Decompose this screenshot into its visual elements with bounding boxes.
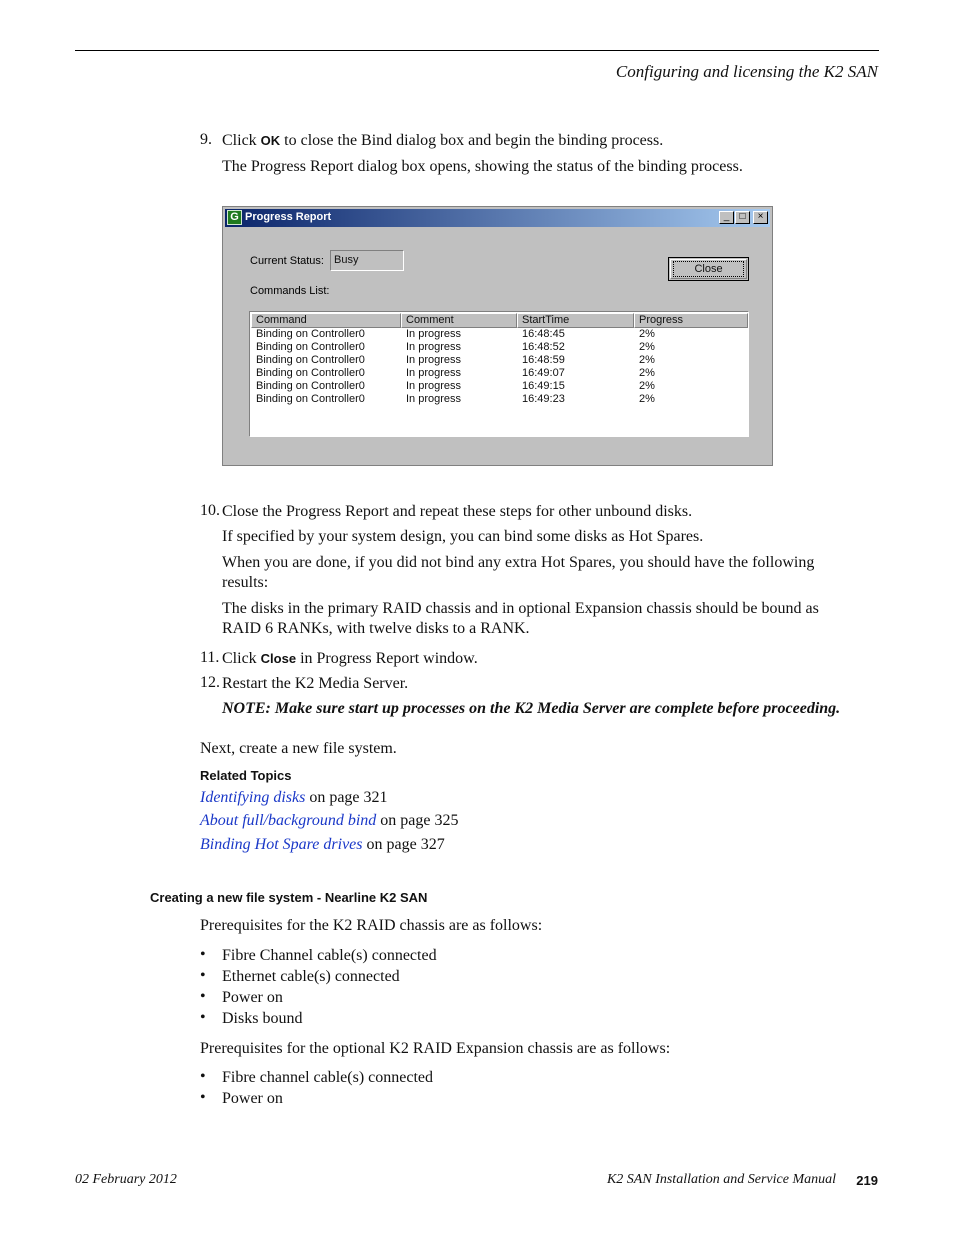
step-10-text: Close the Progress Report and repeat these steps for other unbound disks. [222, 503, 693, 520]
cell-comment: In progress [406, 380, 462, 392]
page-ref: on page 321 [305, 789, 388, 806]
bullet-item: Disks bound [222, 1010, 303, 1027]
related-link-row [200, 835, 445, 855]
bullet-glyph: • [200, 1089, 206, 1106]
footer-manual-title: K2 SAN Installation and Service Manual [606, 1172, 836, 1187]
cell-starttime: 16:49:15 [522, 380, 565, 392]
step-9-text [222, 131, 663, 151]
related-link-row [200, 788, 388, 808]
step-9-subtext: The Progress Report dialog box opens, showing the status of the binding process. [222, 158, 743, 175]
cell-command: Binding on Controller0 [256, 393, 365, 405]
cell-starttime: 16:48:45 [522, 328, 565, 340]
bullet-item: Power on [222, 989, 283, 1006]
minimize-icon[interactable]: _ [719, 211, 734, 224]
bullet-item: Fibre channel cable(s) connected [222, 1069, 434, 1086]
status-field: Busy [330, 250, 404, 271]
cell-command: Binding on Controller0 [256, 341, 365, 353]
cell-progress: 2% [639, 380, 655, 392]
results-paragraph-line2: results: [222, 574, 269, 591]
raid-paragraph-line1: The disks in the primary RAID chassis and in optional Expansion chassis should be bound as [222, 600, 819, 617]
bullet-glyph: • [200, 1009, 206, 1026]
cell-progress: 2% [639, 341, 655, 353]
cell-progress: 2% [639, 354, 655, 366]
bullet-glyph: • [200, 1068, 206, 1085]
cell-progress: 2% [639, 328, 655, 340]
bullet-glyph: • [200, 988, 206, 1005]
step-12-text: Restart the K2 Media Server. [222, 675, 409, 692]
list-header [251, 313, 747, 328]
hot-spares-paragraph: If specified by your system design, you can bind some disks as Hot Spares. [222, 528, 704, 545]
close-button-label: Close [673, 261, 744, 277]
cell-progress: 2% [639, 393, 655, 405]
header-rule [75, 50, 879, 51]
results-paragraph-line1: When you are done, if you did not bind any extra Hot Spares, you should have the following [222, 554, 815, 571]
dialog-titlebar [225, 209, 770, 227]
cell-comment: In progress [406, 393, 462, 405]
note: NOTE: Make sure start up processes on the K2 Media Server are complete before proceeding. [222, 700, 841, 717]
column-header-starttime[interactable]: StartTime [517, 313, 634, 328]
cell-command: Binding on Controller0 [256, 367, 365, 379]
step-text: Click [222, 650, 261, 667]
column-header-command[interactable]: Command [251, 313, 401, 328]
related-topics-heading: Related Topics [200, 768, 292, 783]
step-text: in Progress Report window. [296, 650, 478, 667]
close-term: Close [260, 651, 297, 666]
section-intro-1: Prerequisites for the K2 RAID chassis are as follows: [200, 917, 543, 934]
bullet-item: Fibre Channel cable(s) connected [222, 947, 437, 964]
close-icon[interactable]: × [753, 211, 768, 224]
section-heading: Creating a new file system - Nearline K2 SAN [150, 890, 428, 905]
link-identifying-disks[interactable]: Identifying disks [200, 789, 306, 806]
progress-report-dialog [222, 206, 773, 466]
maximize-icon[interactable]: □ [735, 211, 750, 224]
step-text: Click [222, 132, 261, 149]
bullet-glyph: • [200, 946, 206, 963]
page-number: 219 [856, 1173, 878, 1188]
cell-comment: In progress [406, 341, 462, 353]
bullet-glyph: • [200, 967, 206, 984]
commands-list[interactable] [249, 311, 749, 437]
cell-starttime: 16:49:23 [522, 393, 565, 405]
step-text: to close the Bind dialog box and begin the binding process. [280, 132, 664, 149]
cell-command: Binding on Controller0 [256, 328, 365, 340]
step-number: 12. [200, 674, 220, 691]
current-status-label: Current Status: [250, 255, 324, 267]
cell-starttime: 16:49:07 [522, 367, 565, 379]
dialog-title: Progress Report [245, 211, 332, 223]
commands-list-label: Commands List: [250, 285, 330, 297]
page-ref: on page 325 [376, 812, 459, 829]
footer-date: 02 February 2012 [75, 1172, 177, 1187]
section-intro-2: Prerequisites for the optional K2 RAID Expansion chassis are as follows: [200, 1040, 671, 1057]
cell-command: Binding on Controller0 [256, 380, 365, 392]
close-button[interactable] [668, 257, 749, 281]
raid-paragraph-line2: RAID 6 RANKs, with twelve disks to a RANK. [222, 620, 530, 637]
column-header-progress[interactable]: Progress [634, 313, 748, 328]
cell-starttime: 16:48:52 [522, 341, 565, 353]
app-logo-icon: G [227, 210, 242, 225]
step-number: 9. [200, 131, 212, 148]
step-number: 11. [200, 649, 220, 666]
cell-comment: In progress [406, 367, 462, 379]
cell-comment: In progress [406, 354, 462, 366]
related-link-row [200, 811, 458, 831]
page-ref: on page 327 [362, 836, 445, 853]
cell-command: Binding on Controller0 [256, 354, 365, 366]
link-full-background-bind[interactable]: About full/background bind [200, 812, 377, 829]
ok-term: OK [260, 133, 281, 148]
link-hot-spare-drives[interactable]: Binding Hot Spare drives [200, 836, 363, 853]
column-header-comment[interactable]: Comment [401, 313, 517, 328]
bullet-item: Ethernet cable(s) connected [222, 968, 400, 985]
step-number: 10. [200, 502, 220, 519]
cell-progress: 2% [639, 367, 655, 379]
running-header: Configuring and licensing the K2 SAN [615, 62, 878, 81]
cell-comment: In progress [406, 328, 462, 340]
next-paragraph: Next, create a new file system. [200, 740, 397, 757]
cell-starttime: 16:48:59 [522, 354, 565, 366]
step-11-text [222, 649, 478, 669]
bullet-item: Power on [222, 1090, 283, 1107]
